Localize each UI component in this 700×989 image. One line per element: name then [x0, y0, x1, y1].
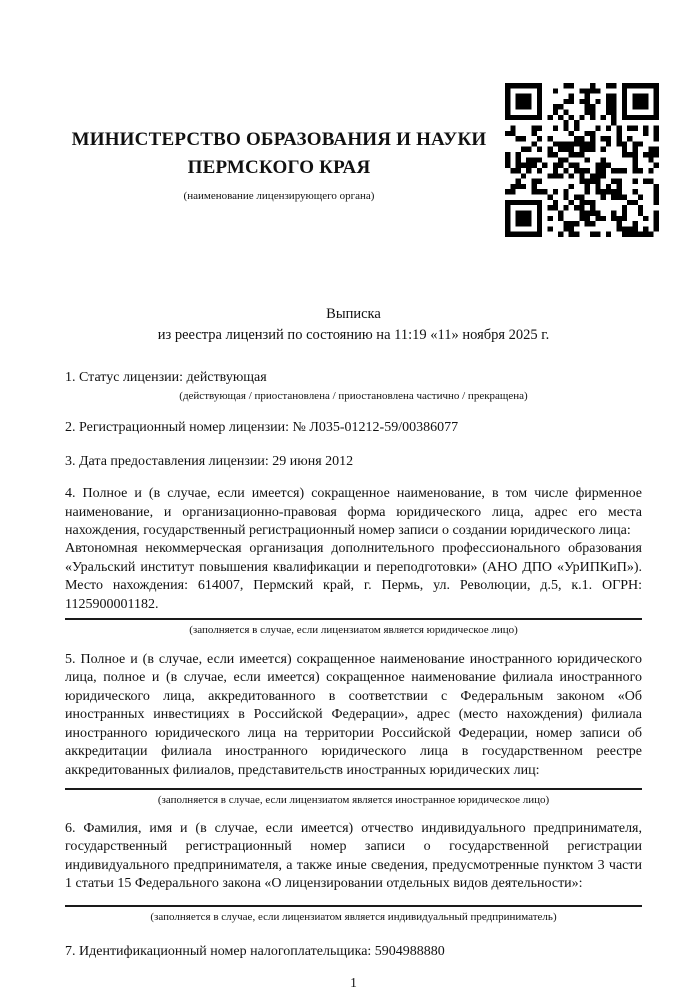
- document-title-line1: Выписка: [326, 306, 381, 322]
- taxpayer-id-item: [65, 943, 642, 961]
- licensing-authority-header: [65, 126, 493, 204]
- taxpayer-id-text: 7. Идентификационный номер налогоплательщика: 5904988880: [65, 943, 445, 959]
- document-title-line2: из реестра лицензий по состоянию на 11:19 «11» ноября 2025 г.: [157, 327, 550, 343]
- legal-entity-caption: (заполняется в случае, если лицензиатом является юридическое лицо): [189, 624, 518, 637]
- license-grant-date-item: [65, 453, 642, 471]
- individual-entrepreneur-caption: (заполняется в случае, если лицензиатом является индивидуальный предприниматель): [150, 910, 557, 923]
- foreign-entity-item: [65, 651, 642, 807]
- license-status-options-caption: (действующая / приостановлена / приостановлена частично / прекращена): [179, 390, 528, 403]
- registration-number-item: [65, 419, 642, 437]
- individual-entrepreneur-item: [65, 820, 642, 924]
- licensing-authority-caption: (наименование лицензирующего органа): [183, 190, 375, 202]
- license-grant-date-text: 3. Дата предоставления лицензии: 29 июня 2012: [65, 453, 354, 469]
- foreign-entity-underline: [65, 788, 642, 790]
- registration-number-text: 2. Регистрационный номер лицензии: № Л035-01212-59/00386077: [65, 420, 459, 436]
- individual-entrepreneur-underline: [65, 905, 642, 907]
- qr-code-icon: [505, 83, 659, 237]
- foreign-entity-question-text: 5. Полное и (в случае, если имеется) сокращенное наименование иностранного юридического лица, полное и (в случае, если имеется) сокращенное наименование филиала иностранного юридического лица, аккредитованного в соответствии с Федеральным законом «Об иностранных инвестициях в Российской Федерации», адрес (место нахождения) филиала иностранного юридического лица на территории Российской Федерации, номер записи об аккредитации филиала иностранного юридического лица в государственном реестре аккредитованных филиалов, представительств иностранных юридических лиц:: [65, 652, 642, 778]
- legal-entity-underline: [65, 618, 642, 620]
- license-status-text: 1. Статус лицензии: действующая: [65, 370, 267, 385]
- ministry-name-line1: МИНИСТЕРСТВО ОБРАЗОВАНИЯ И НАУКИ: [71, 129, 487, 150]
- license-status-item: [65, 369, 642, 403]
- legal-entity-value-text: Автономная некоммерческая организация дополнительного профессионального образования «Уральский институт повышения квалификации и переподготовки» (АНО ДПО «УрИПКиП»). Место нахождения: 614007, Пермский край, г. Пермь, ул. Революции, д.5, к.1. ОГРН: 1125900001182.: [65, 541, 642, 612]
- page-number: 1: [350, 974, 357, 989]
- document-title: [65, 304, 642, 346]
- foreign-entity-caption: (заполняется в случае, если лицензиатом является иностранное юридическое лицо): [157, 793, 550, 806]
- legal-entity-question-text: 4. Полное и (в случае, если имеется) сокращенное наименование, в том числе фирменное наименование, и организационно-правовая форма юридического лица, адрес его места нахождения, государственный регистрационный номер записи о создании юридического лица:: [65, 486, 642, 539]
- individual-entrepreneur-question-text: 6. Фамилия, имя и (в случае, если имеется) отчество индивидуального предпринимателя, государственный регистрационный номер записи о государственной регистрации индивидуального предпринимателя, а также иные сведения, предусмотренные пунктом 3 части 1 статьи 15 Федерального закона «О лицензировании отдельных видов деятельности»:: [65, 820, 642, 892]
- ministry-name-line2: ПЕРМСКОГО КРАЯ: [187, 157, 371, 178]
- legal-entity-item: [65, 485, 642, 637]
